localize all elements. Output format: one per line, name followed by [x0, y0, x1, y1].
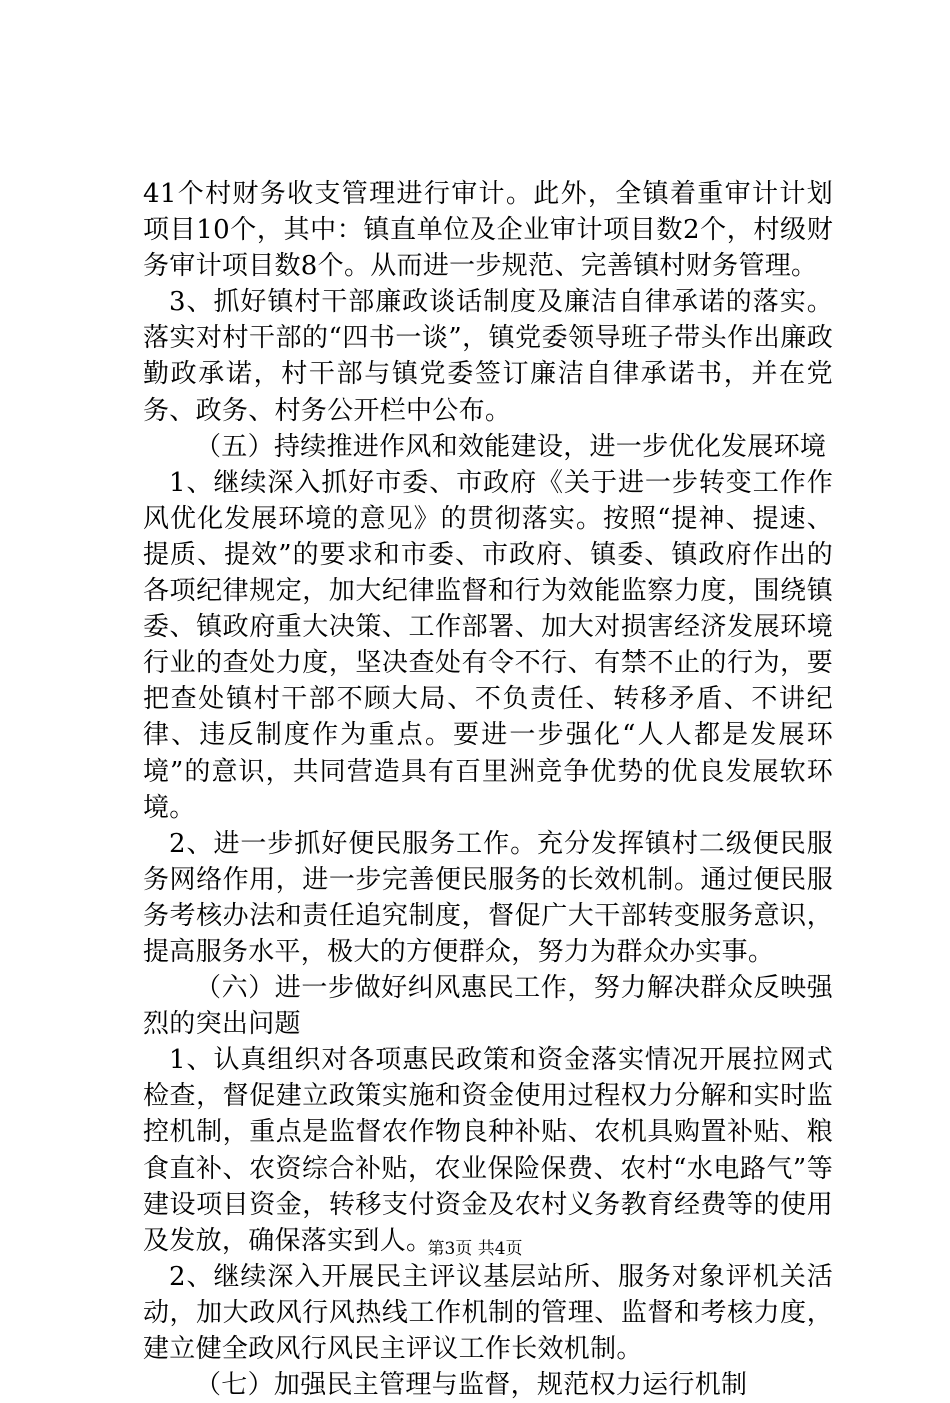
paragraph-democratic-review: 2、继续深入开展民主评议基层站所、服务对象评机关活动，加大政风行风热线工作机制的管理、监督和考核力度，建立健全政风行风民主评议工作长效机制。	[143, 1261, 833, 1364]
paragraph-policy-inspection: 1、认真组织对各项惠民政策和资金落实情况开展拉网式检查，督促建立政策实施和资金使用过程权力分解和实时监控机制，重点是监督农作物良种补贴、农机具购置补贴、粮食直补、农资综合补贴，农业保险保费、农村“水电路气”等建设项目资金，转移支付资金及农村义务教育经费等的使用及发放，确保落实到人。	[143, 1045, 833, 1256]
heading-section-seven: （七）加强民主管理与监督，规范权力运行机制	[195, 1370, 748, 1401]
page-footer: 第3页 共4页	[427, 1239, 523, 1259]
heading-section-six: （六）进一步做好纠风惠民工作，努力解决群众反映强烈的突出问题	[143, 973, 833, 1040]
paragraph-audit-continued: 41个村财务收支管理进行审计。此外，全镇着重审计计划项目10个，其中：镇直单位及企业审计项目数2个，村级财务审计项目数8个。从而进一步规范、完善镇村财务管理。	[143, 179, 833, 282]
paragraph-integrity-commitment: 3、抓好镇村干部廉政谈话制度及廉洁自律承诺的落实。落实对村干部的“四书一谈”，镇党委领导班子带头作出廉政勤政承诺，村干部与镇党委签订廉洁自律承诺书，并在党务、政务、村务公开栏中公布。	[143, 287, 833, 426]
paragraph-convenience-service: 2、进一步抓好便民服务工作。充分发挥镇村二级便民服务网络作用，进一步完善便民服务的长效机制。通过便民服务考核办法和责任追究制度，督促广大干部转变服务意识，提高服务水平，极大的方便群众，努力为群众办实事。	[143, 828, 833, 967]
document-body	[143, 176, 833, 1403]
heading-section-five: （五）持续推进作风和效能建设，进一步优化发展环境	[195, 431, 827, 462]
paragraph-work-style: 1、继续深入抓好市委、市政府《关于进一步转变工作作风优化发展环境的意见》的贯彻落实。按照“提神、提速、提质、提效”的要求和市委、市政府、镇委、镇政府作出的各项纪律规定，加大纪律监督和行为效能监察力度，围绕镇委、镇政府重大决策、工作部署、加大对损害经济发展环境行业的查处力度，坚决查处有令不行、有禁不止的行为，要把查处镇村干部不顾大局、不负责任、转移矛盾、不讲纪律、违反制度作为重点。要进一步强化“人人都是发展环境”的意识，共同营造具有百里洲竞争优势的优良发展软环境。	[143, 467, 833, 823]
